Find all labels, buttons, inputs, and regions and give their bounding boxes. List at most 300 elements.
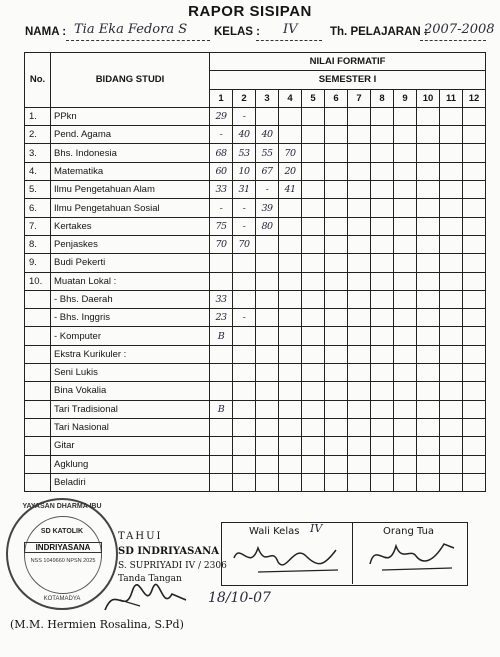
orang-tua-label: Orang Tua <box>383 526 435 537</box>
grade-cell <box>371 254 394 272</box>
grade-cell <box>210 272 233 290</box>
row-number <box>25 327 51 345</box>
grade-cell <box>302 327 325 345</box>
grade-cell <box>371 126 394 144</box>
grade-cell <box>325 126 348 144</box>
grade-cell <box>210 254 233 272</box>
col-header-2: 2 <box>233 89 256 107</box>
grade-cell: 39 <box>256 199 279 217</box>
grade-cell: - <box>233 217 256 235</box>
grade-cell: 70 <box>233 235 256 253</box>
grade-cell <box>371 345 394 363</box>
th-value: 2007-2008 <box>424 22 495 37</box>
grade-cell <box>302 254 325 272</box>
grade-cell <box>371 327 394 345</box>
grade-cell <box>463 400 486 418</box>
grade-cell <box>348 254 371 272</box>
grade-cell: - <box>256 181 279 199</box>
subject-name: Tari Nasional <box>51 418 210 436</box>
row-number: 2. <box>25 126 51 144</box>
subject-name: Tari Tradisional <box>51 400 210 418</box>
grade-cell <box>279 107 302 125</box>
grade-cell <box>371 382 394 400</box>
principal-name: (M.M. Hermien Rosalina, S.Pd) <box>10 618 184 631</box>
grade-cell <box>394 144 417 162</box>
grade-cell <box>463 144 486 162</box>
grade-cell <box>348 345 371 363</box>
grade-cell <box>440 345 463 363</box>
grade-cell <box>302 126 325 144</box>
grade-cell <box>233 473 256 491</box>
grade-cell <box>233 382 256 400</box>
grade-cell <box>394 162 417 180</box>
col-header-11: 11 <box>440 89 463 107</box>
grade-cell <box>394 455 417 473</box>
grade-cell: - <box>210 126 233 144</box>
table-row <box>25 473 486 491</box>
subject-name: Beladiri <box>51 473 210 491</box>
grade-cell <box>302 400 325 418</box>
grade-cell <box>394 199 417 217</box>
table-row <box>25 327 486 345</box>
grade-cell: B <box>210 327 233 345</box>
grade-cell <box>417 437 440 455</box>
grade-cell <box>371 144 394 162</box>
grade-cell <box>348 144 371 162</box>
grade-cell <box>279 455 302 473</box>
grade-cell <box>348 418 371 436</box>
grade-cell: 31 <box>233 181 256 199</box>
grade-cell <box>417 217 440 235</box>
grade-cell <box>325 327 348 345</box>
grade-cell <box>325 400 348 418</box>
grade-cell <box>256 107 279 125</box>
grade-cell <box>233 437 256 455</box>
grade-cell <box>463 364 486 382</box>
col-header-10: 10 <box>417 89 440 107</box>
grade-cell <box>394 418 417 436</box>
table-row <box>25 144 486 162</box>
grade-cell <box>348 327 371 345</box>
grade-cell: 10 <box>233 162 256 180</box>
grade-cell <box>417 309 440 327</box>
nama-value: Tia Eka Fedora S <box>74 22 188 37</box>
table-row <box>25 437 486 455</box>
grade-cell <box>210 473 233 491</box>
grade-cell <box>325 254 348 272</box>
grade-cell: - <box>233 107 256 125</box>
table-row <box>25 107 486 125</box>
grade-cell <box>394 364 417 382</box>
grade-cell <box>325 272 348 290</box>
grade-cell <box>348 181 371 199</box>
grade-cell <box>463 345 486 363</box>
grade-cell <box>210 418 233 436</box>
grade-cell <box>463 272 486 290</box>
nilai-formatif-header: NILAI FORMATIF <box>210 53 486 71</box>
subject-name: Bhs. Indonesia <box>51 144 210 162</box>
grade-cell <box>256 382 279 400</box>
grade-cell <box>279 473 302 491</box>
kelas-label: KELAS : <box>214 26 260 38</box>
grade-cell <box>371 437 394 455</box>
grade-cell <box>463 235 486 253</box>
grade-cell <box>417 126 440 144</box>
grade-cell <box>325 345 348 363</box>
grade-cell <box>348 199 371 217</box>
grade-cell: - <box>233 199 256 217</box>
grade-cell <box>210 364 233 382</box>
stamp-center-top: SD KATOLIK <box>40 528 84 535</box>
grade-cell <box>417 181 440 199</box>
grade-cell <box>302 382 325 400</box>
grade-cell <box>417 272 440 290</box>
grade-cell: 33 <box>210 181 233 199</box>
grade-cell <box>348 400 371 418</box>
grade-cell <box>417 107 440 125</box>
grade-cell <box>440 418 463 436</box>
grade-cell: 60 <box>210 162 233 180</box>
grade-cell <box>302 217 325 235</box>
subject-name: - Bhs. Daerah <box>51 290 210 308</box>
grade-cell <box>325 199 348 217</box>
col-header-4: 4 <box>279 89 302 107</box>
grade-cell <box>233 455 256 473</box>
grade-cell <box>279 418 302 436</box>
grade-cell <box>371 473 394 491</box>
grade-cell <box>417 473 440 491</box>
grade-cell <box>463 217 486 235</box>
grade-cell <box>417 144 440 162</box>
grade-cell <box>256 327 279 345</box>
grade-cell <box>348 382 371 400</box>
stamp-ring-top: YAYASAN DHARMA IBU <box>22 503 102 510</box>
grade-cell <box>325 181 348 199</box>
grade-cell <box>371 364 394 382</box>
grade-cell <box>371 290 394 308</box>
grade-cell <box>394 217 417 235</box>
grade-cell: 40 <box>233 126 256 144</box>
grade-cell <box>463 418 486 436</box>
grade-cell <box>325 144 348 162</box>
grade-cell: B <box>210 400 233 418</box>
th-underline <box>420 40 486 41</box>
col-header-9: 9 <box>394 89 417 107</box>
grade-cell <box>417 254 440 272</box>
grade-cell <box>440 254 463 272</box>
grade-cell <box>394 345 417 363</box>
grade-cell <box>348 473 371 491</box>
grade-cell <box>394 272 417 290</box>
col-header-8: 8 <box>371 89 394 107</box>
school-address: S. SUPRIYADI IV / 2306 <box>118 561 227 571</box>
grade-cell <box>279 290 302 308</box>
grade-cell <box>279 235 302 253</box>
table-row <box>25 272 486 290</box>
grade-cell <box>440 400 463 418</box>
grade-cell <box>463 254 486 272</box>
grade-cell <box>325 107 348 125</box>
grade-cell <box>394 290 417 308</box>
grade-cell <box>279 126 302 144</box>
grade-cell <box>279 437 302 455</box>
stamp-center-name: INDRIYASANA <box>24 542 102 553</box>
row-number: 5. <box>25 181 51 199</box>
grade-cell <box>371 309 394 327</box>
grade-cell: 41 <box>279 181 302 199</box>
grade-cell <box>394 327 417 345</box>
grade-cell <box>417 235 440 253</box>
row-number: 8. <box>25 235 51 253</box>
subject-name: Ekstra Kurikuler : <box>51 345 210 363</box>
row-number <box>25 418 51 436</box>
grade-cell <box>233 418 256 436</box>
grade-cell <box>256 235 279 253</box>
grade-cell <box>417 199 440 217</box>
grade-cell <box>371 272 394 290</box>
grade-cell <box>463 327 486 345</box>
table-row <box>25 382 486 400</box>
tanda-tangan-label: Tanda Tangan <box>118 574 182 584</box>
col-header-12: 12 <box>463 89 486 107</box>
grade-cell <box>256 254 279 272</box>
grade-cell <box>440 272 463 290</box>
grade-cell <box>302 107 325 125</box>
grade-cell <box>417 382 440 400</box>
grade-cell <box>302 162 325 180</box>
grade-cell <box>279 272 302 290</box>
kelas-underline <box>256 40 322 41</box>
subject-name: - Komputer <box>51 327 210 345</box>
mengetahui-label: TAHUI <box>118 531 163 542</box>
grade-cell: 55 <box>256 144 279 162</box>
table-row <box>25 181 486 199</box>
grade-cell <box>302 455 325 473</box>
wali-kelas-label: Wali Kelas <box>249 526 300 537</box>
grade-cell <box>440 107 463 125</box>
grade-cell <box>325 217 348 235</box>
th-label: Th. PELAJARAN : <box>330 26 428 38</box>
principal-signature <box>100 580 190 618</box>
table-row <box>25 455 486 473</box>
row-number: 1. <box>25 107 51 125</box>
grade-cell: 70 <box>210 235 233 253</box>
grade-cell <box>210 382 233 400</box>
grade-cell <box>348 437 371 455</box>
grade-cell <box>233 364 256 382</box>
grade-cell <box>302 272 325 290</box>
row-number <box>25 382 51 400</box>
nama-label: NAMA : <box>25 26 67 38</box>
subject-name: Ilmu Pengetahuan Sosial <box>51 199 210 217</box>
subject-name: Agklung <box>51 455 210 473</box>
grade-cell <box>233 400 256 418</box>
signature-divider <box>352 522 353 584</box>
grade-cell <box>417 290 440 308</box>
grade-cell <box>394 473 417 491</box>
grade-cell <box>279 254 302 272</box>
subject-name: Gitar <box>51 437 210 455</box>
grade-cell <box>256 418 279 436</box>
row-number <box>25 400 51 418</box>
grade-cell: 68 <box>210 144 233 162</box>
grade-cell <box>463 437 486 455</box>
grade-cell <box>348 309 371 327</box>
grade-cell <box>371 418 394 436</box>
grade-cell <box>256 455 279 473</box>
grade-cell <box>302 418 325 436</box>
grade-cell <box>440 437 463 455</box>
grade-cell <box>440 455 463 473</box>
grade-cell <box>394 382 417 400</box>
grade-cell <box>256 290 279 308</box>
grade-cell <box>233 272 256 290</box>
grade-cell <box>371 162 394 180</box>
stamp-ring-bottom: KOTAMADYA <box>43 596 81 602</box>
grade-cell: 75 <box>210 217 233 235</box>
grade-cell <box>463 181 486 199</box>
subject-name: Matematika <box>51 162 210 180</box>
grade-cell <box>394 107 417 125</box>
table-row <box>25 217 486 235</box>
grade-cell <box>394 181 417 199</box>
grade-cell <box>463 455 486 473</box>
grade-cell <box>279 199 302 217</box>
grade-cell <box>417 400 440 418</box>
grade-cell <box>302 364 325 382</box>
grade-cell: 53 <box>233 144 256 162</box>
grade-cell <box>325 473 348 491</box>
table-row <box>25 418 486 436</box>
grade-cell <box>279 217 302 235</box>
grade-cell <box>440 473 463 491</box>
grade-cell: 20 <box>279 162 302 180</box>
grade-cell <box>348 364 371 382</box>
table-row <box>25 290 486 308</box>
grade-cell <box>463 107 486 125</box>
table-row <box>25 235 486 253</box>
grade-cell <box>371 217 394 235</box>
table-row <box>25 199 486 217</box>
grade-cell <box>325 382 348 400</box>
grade-cell <box>233 254 256 272</box>
grade-cell <box>210 455 233 473</box>
grade-cell <box>279 382 302 400</box>
grade-cell <box>325 437 348 455</box>
kelas-value: IV <box>283 22 298 37</box>
table-row <box>25 254 486 272</box>
subject-name: PPkn <box>51 107 210 125</box>
grade-cell: 67 <box>256 162 279 180</box>
grade-cell <box>417 162 440 180</box>
col-header-1: 1 <box>210 89 233 107</box>
row-number: 6. <box>25 199 51 217</box>
signing-date: 18/10-07 <box>208 590 271 606</box>
grade-cell <box>302 290 325 308</box>
grade-cell <box>256 400 279 418</box>
grade-cell <box>440 364 463 382</box>
grade-cell <box>440 327 463 345</box>
subject-name: Muatan Lokal : <box>51 272 210 290</box>
orang-tua-signature <box>362 534 462 578</box>
col-subject-header: BIDANG STUDI <box>51 53 210 108</box>
grades-table <box>24 52 486 492</box>
grade-cell <box>440 309 463 327</box>
grade-cell: - <box>210 199 233 217</box>
subject-name: Seni Lukis <box>51 364 210 382</box>
grade-cell <box>440 126 463 144</box>
grade-cell <box>440 382 463 400</box>
row-number <box>25 437 51 455</box>
grade-cell <box>325 309 348 327</box>
grade-cell <box>210 345 233 363</box>
grade-cell: 23 <box>210 309 233 327</box>
table-row <box>25 126 486 144</box>
col-header-3: 3 <box>256 89 279 107</box>
grade-cell <box>463 309 486 327</box>
grade-cell <box>463 290 486 308</box>
grade-cell <box>279 327 302 345</box>
grade-cell <box>440 162 463 180</box>
grade-cell <box>348 272 371 290</box>
stamp-center-info: NSS 1049660 NPSN 2025 <box>30 558 96 564</box>
col-no-header: No. <box>25 53 51 108</box>
grade-cell <box>302 144 325 162</box>
subject-name: Pend. Agama <box>51 126 210 144</box>
grade-cell: 33 <box>210 290 233 308</box>
page-title: RAPOR SISIPAN <box>188 3 312 20</box>
grade-cell <box>417 418 440 436</box>
table-row <box>25 345 486 363</box>
grade-cell <box>256 272 279 290</box>
grade-cell <box>440 144 463 162</box>
grade-cell <box>440 217 463 235</box>
grade-cell <box>256 473 279 491</box>
grade-cell <box>371 235 394 253</box>
grade-cell <box>371 199 394 217</box>
grade-cell <box>417 364 440 382</box>
grade-cell <box>394 309 417 327</box>
grade-cell: 70 <box>279 144 302 162</box>
row-number <box>25 455 51 473</box>
grade-cell <box>325 455 348 473</box>
grade-cell <box>394 254 417 272</box>
table-row <box>25 400 486 418</box>
subject-name: Ilmu Pengetahuan Alam <box>51 181 210 199</box>
grade-cell <box>279 309 302 327</box>
grade-cell <box>348 126 371 144</box>
grade-cell <box>440 199 463 217</box>
grade-cell <box>256 364 279 382</box>
grade-cell <box>348 290 371 308</box>
nama-underline <box>66 40 210 41</box>
row-number: 4. <box>25 162 51 180</box>
school-name: SD INDRIYASANA <box>118 546 219 557</box>
grade-cell <box>440 181 463 199</box>
grade-cell <box>233 345 256 363</box>
wali-kelas-signature <box>228 538 346 580</box>
row-number: 9. <box>25 254 51 272</box>
grade-cell <box>394 126 417 144</box>
semester-header: SEMESTER I <box>210 71 486 89</box>
grade-cell <box>302 345 325 363</box>
grade-cell <box>279 400 302 418</box>
grade-cell <box>463 162 486 180</box>
row-number: 7. <box>25 217 51 235</box>
grade-cell <box>348 107 371 125</box>
grade-cell <box>371 181 394 199</box>
grade-cell <box>325 162 348 180</box>
